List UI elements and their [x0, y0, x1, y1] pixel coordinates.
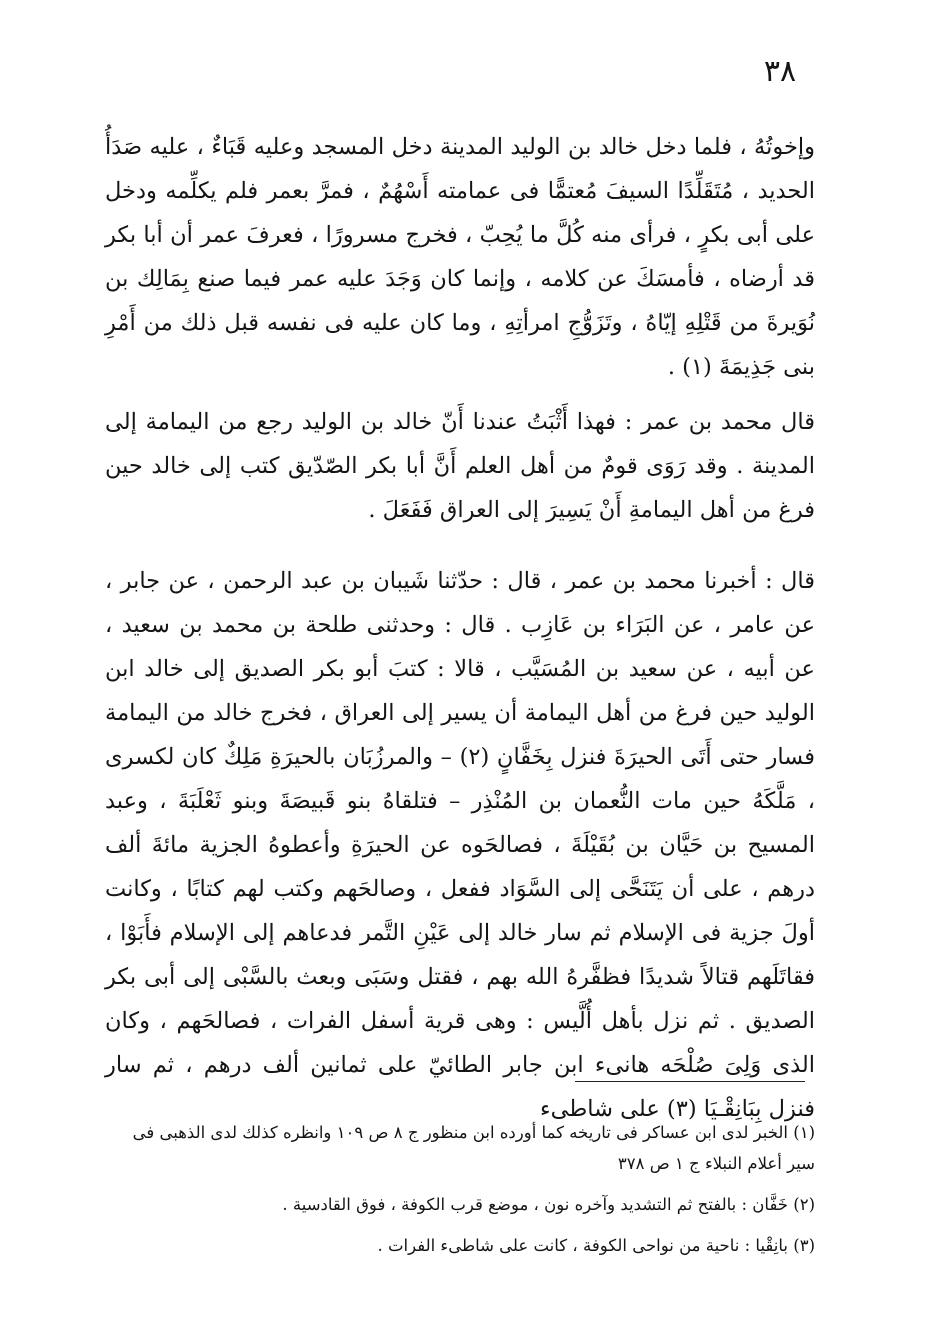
page-number: ٣٨: [763, 54, 797, 89]
main-text: [105, 125, 815, 1131]
footnote-separator: [575, 1081, 805, 1082]
paragraph: قال محمد بن عمر : فهذا أَثْبَتُ عندنا أَنّ خالد بن الوليد رجع من اليمامة إلى المدينة . وقد رَوَى قومٌ من أهل العلم أَنَّ أبا بكر الصّدّيق كتب إلى خالد حين فرغ من أهل اليمامةِ أَنْ يَسِيرَ إلى العراق فَفَعَلَ .: [105, 409, 815, 523]
footnote: (٢) خَفَّان : بالفتح ثم التشديد وآخره نون ، موضع قرب الكوفة ، فوق القادسية .: [282, 1195, 815, 1214]
paragraph: قال : أخبرنا محمد بن عمر ، قال : حدّثنا شَيبان بن عبد الرحمن ، عن جابر ، عن عامر ، عن البَرَاء بن عَازِب . قال : وحدثنى طلحة بن محمد بن سعيد ، عن أبيه ، عن سعيد بن المُسَيَّب ، قالا : كتبَ أبو بكر الصديق إلى خالد ابن الوليد حين فرغ من أهل اليمامة أن يسير إلى العراق ، فخرج خالد من اليمامة فسار حتى أَتَى الحيرَةَ فنزل بِخَفَّانٍ (٢) – والمرزُبَان بالحيرَةِ مَلِكٌ كان لكسرى ، مَلَّكَهُ حين مات النُّعمان بن المُنْذِر – فتلقاهُ بنو قَبيصَةَ وبنو ثَعْلَبَةَ ، وعبد المسيح بن حَيَّان بن بُقَيْلَةَ ، فصالحَوه عن الحيرَةِ وأعطوهُ الجزية مائةَ ألف درهم ، على أن يَتَنَحَّى إلى السَّوَاد ففعل ، وصالحَهم وكتب لهم كتابًا ، وكانت أولَ جزية فى الإسلام ثم سار خالد إلى عَيْنِ التَّمر فدعاهم إلى الإسلام فأَبَوْا ، فقاتَلَهم قتالاً شديدًا فظفَّرهُ الله بهم ، فقتل وسَبَى وبعث بالسَّبْى إلى أبى بكر الصديق . ثم نزل بأهل أُلَّيس : وهى قرية أسفل الفرات ، فصالحَهم ، وكان الذى وَلِىَ صُلْحَه هانىء ابن جابر الطائيّ على ثمانين ألف درهم ، ثم سار فنزل بِبَانِقْـيَا (٣) على شاطىء: [105, 568, 816, 1122]
footnotes: [105, 1117, 815, 1261]
footnote: (١) الخبر لدى ابن عساكر فى تاريخه كما أورده ابن منظور ج ٨ ص ١٠٩ وانظره كذلك لدى الذهبى فى سير أعلام النبلاء ج ١ ص ٣٧٨: [132, 1123, 815, 1173]
paragraph: وإخوتُهُ ، فلما دخل خالد بن الوليد المدينة دخل المسجد وعليه قَبَاءٌ ، عليه صَدَأُ الحديد ، مُتَقَلِّدًا السيفَ مُعتمًّا فى عمامته أَسْهُمٌ ، فمرَّ بعمر فلم يكلِّمه ودخل على أبى بكرٍ ، فرأى منه كُلَّ ما يُحِبّ ، فخرج مسرورًا ، فعرفَ عمر أن أبا بكر قد أرضاه ، فأمسَكَ عن كلامه ، وإنما كان وَجَدَ عليه عمر فيما صنع بِمَالِك بن نُوَيرةَ من قَتْلِهِ إيّاهُ ، وتَزَوُّجِ امرأتِهِ ، وما كان عليه فى نفسه قبل ذلك من أَمْرِ بنى جَذِيمَةَ (١) .: [105, 134, 815, 380]
footnote: (٣) بانِقْيا : ناحية من نواحى الكوفة ، كانت على شاطىء الفرات .: [377, 1236, 815, 1255]
